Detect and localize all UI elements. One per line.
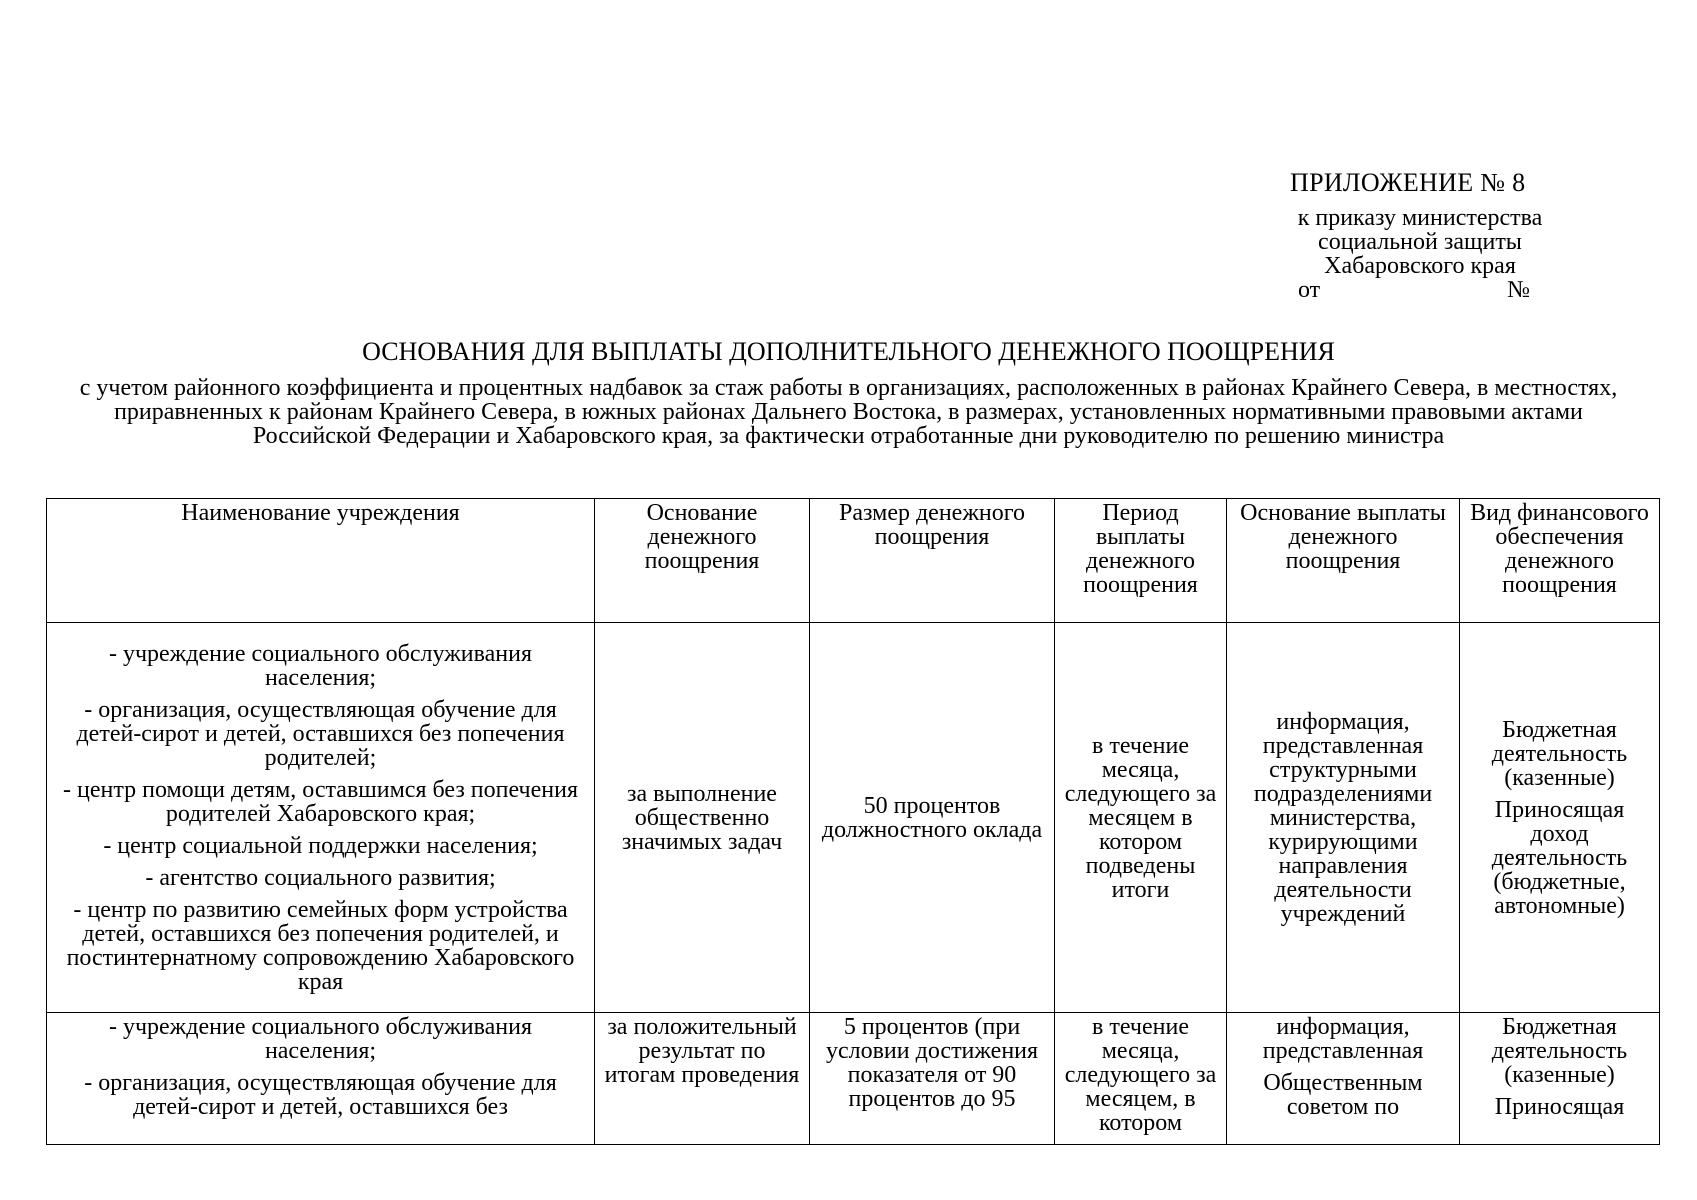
institution-item: - учреждение социального обслуживания населения; (108, 640, 533, 691)
appendix-title: ПРИЛОЖЕНИЕ № 8 (1290, 168, 1526, 197)
payment-basis-cell (1227, 1013, 1460, 1145)
column-header-funding: Вид финансового обеспечения денежного поощрения (1460, 499, 1660, 623)
amount-cell (810, 1013, 1055, 1145)
incentive-table (46, 498, 1660, 1145)
appendix-line: социальной защиты (1318, 229, 1522, 255)
column-header-payment-basis: Основание выплаты денежного поощрения (1227, 499, 1460, 623)
institution-item: - организация, осуществляющая обучение для детей-сирот и детей, оставшихся без попечения родителей; (76, 696, 565, 771)
column-header-amount: Размер денежного поощрения (810, 499, 1055, 623)
cell-clip: в течение месяца, следующего за месяцем, в котором (1064, 1015, 1217, 1135)
payment-basis-item: Общественным советом по (1263, 1070, 1423, 1119)
table-row (47, 1013, 1660, 1145)
institution-item: - центр по развитию семейных форм устройства детей, оставшихся без попечения родителей, и постинтернатному сопровождению Хабаровского края (66, 896, 575, 995)
date-label: от (1298, 277, 1321, 303)
appendix-line: к приказу министерства (1297, 205, 1543, 231)
institution-item: - агентство социального развития; (145, 864, 496, 891)
funding-cell (1460, 623, 1660, 1013)
cell-clip: за положительный результат по итогам проведения (604, 1015, 800, 1087)
basis-cell (595, 1013, 810, 1145)
table-header-row (47, 499, 1660, 623)
column-header-basis: Основание денежного поощрения (595, 499, 810, 623)
institution-item: - учреждение социального обслуживания населения; (108, 1015, 533, 1064)
amount-cell: 50 процентов должностного оклада (810, 623, 1055, 1013)
number-label: № (1507, 277, 1530, 303)
cell-clip (1233, 1015, 1453, 1119)
basis-cell: за выполнение общественно значимых задач (595, 623, 810, 1013)
appendix-line: Хабаровского края (1324, 253, 1516, 279)
payment-basis-cell: информация, представленная структурными подразделениями министерства, курирующими направления деятельности учреждений (1227, 623, 1460, 1013)
institution-item: - организация, осуществляющая обучение для детей-сирот и детей, оставшихся без (84, 1070, 557, 1119)
institution-item: - центр социальной поддержки населения; (103, 832, 538, 859)
funding-item: Приносящая (1494, 1094, 1625, 1119)
appendix-order-reference (1270, 206, 1570, 278)
cell-clip (1466, 1015, 1653, 1119)
column-header-period: Период выплаты денежного поощрения (1055, 499, 1227, 623)
period-cell: в течение месяца, следующего за месяцем в котором подведены итоги (1055, 623, 1227, 1013)
column-header-institution: Наименование учреждения (47, 499, 595, 623)
funding-item: Бюджетная деятельность (казенные) (1491, 1015, 1628, 1088)
funding-cell (1460, 1013, 1660, 1145)
institution-cell (47, 623, 595, 1013)
period-cell (1055, 1013, 1227, 1145)
appendix-block (1270, 168, 1590, 302)
appendix-date-number-line (1298, 278, 1530, 302)
payment-basis-item: информация, представленная (1262, 1015, 1424, 1064)
institution-cell (47, 1013, 595, 1145)
table-row (47, 623, 1660, 1013)
funding-item: Бюджетная деятельность (казенные) (1491, 716, 1628, 791)
funding-item: Приносящая доход деятельность (бюджетные, автономные) (1491, 796, 1628, 919)
cell-clip (53, 1015, 588, 1119)
institution-item: - центр помощи детям, оставшимся без попечения родителей Хабаровского края; (62, 776, 578, 827)
document-subtitle: с учетом районного коэффициента и процентных надбавок за стаж работы в организациях, расположенных в районах Крайнего Севера, в местностях, приравненных к районам Крайнего Севера, в южных районах Дальнего Востока, в размерах, установленных нормативными правовыми актами Российской Федерации и Хабаровского края, за фактически отработанные дни руководителю по решению министра (79, 375, 1618, 449)
document-title: ОСНОВАНИЯ ДЛЯ ВЫПЛАТЫ ДОПОЛНИТЕЛЬНОГО ДЕНЕЖНОГО ПООЩРЕНИЯ (362, 337, 1335, 366)
cell-clip: 5 процентов (при условии достижения показателя от 90 процентов до 95 (825, 1015, 1039, 1111)
